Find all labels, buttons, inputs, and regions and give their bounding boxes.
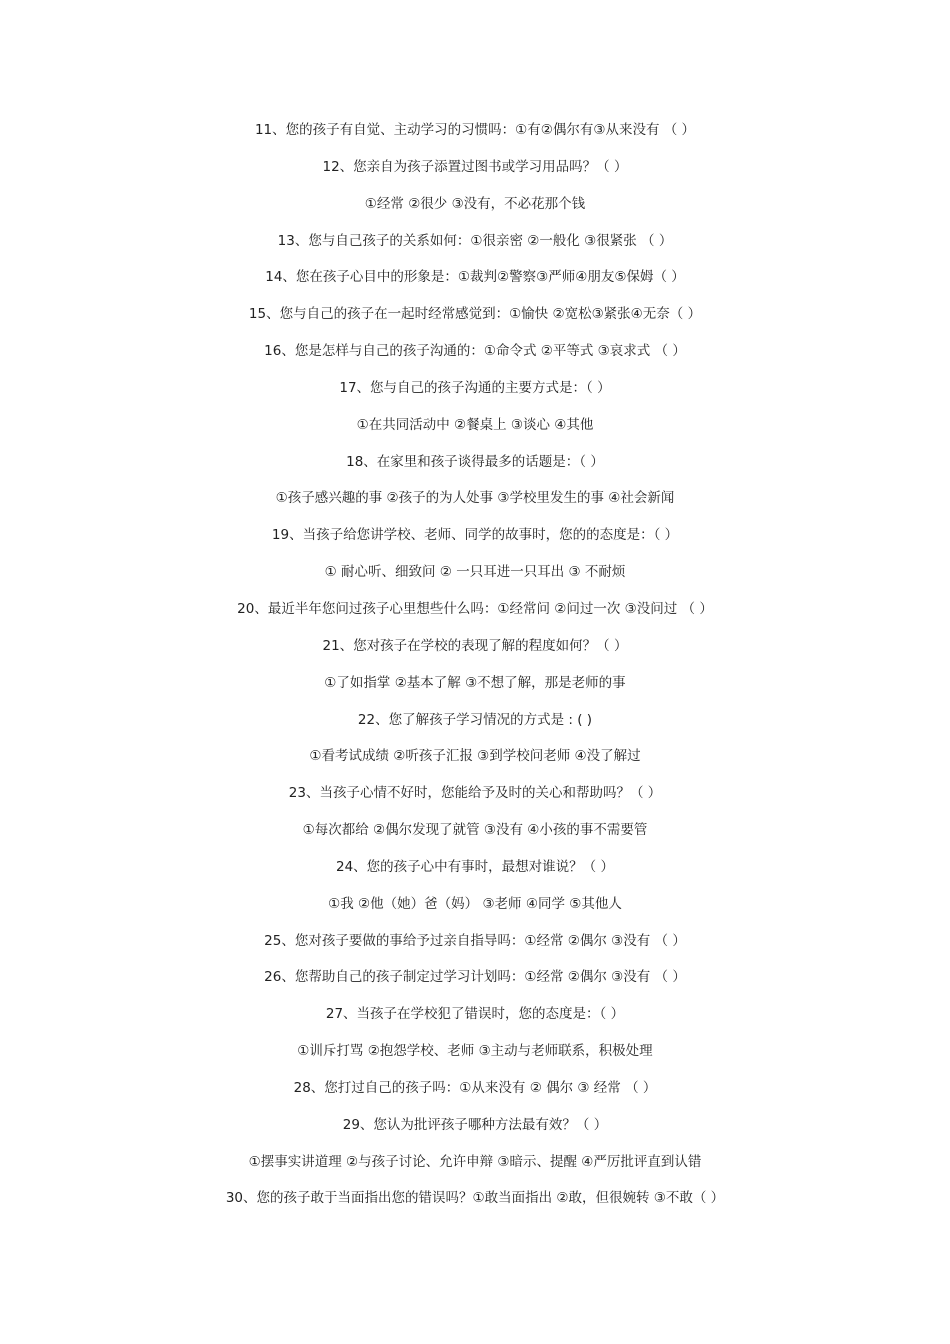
question-22-options: ①看考试成绩 ②听孩子汇报 ③到学校问老师 ④没了解过: [309, 748, 641, 765]
question-16: 16、您是怎样与自己的孩子沟通的：①命令式 ②平等式 ③哀求式 （ ）: [264, 343, 686, 360]
question-14: 14、您在孩子心目中的形象是：①裁判②警察③严师④朋友⑤保姆（ ）: [265, 269, 685, 286]
question-24: 24、您的孩子心中有事时，最想对谁说？（ ）: [336, 858, 614, 875]
question-19-options: ① 耐心听、细致问 ② 一只耳进一只耳出 ③ 不耐烦: [324, 564, 626, 581]
question-30: 30、您的孩子敢于当面指出您的错误吗？①敢当面指出 ②敢，但很婉转 ③不敢（ ）: [225, 1190, 725, 1207]
question-13: 13、您与自己孩子的关系如何：①很亲密 ②一般化 ③很紧张 （ ）: [277, 232, 673, 249]
question-21: 21、您对孩子在学校的表现了解的程度如何？（ ）: [322, 637, 628, 654]
questionnaire-page: [0, 112, 950, 1217]
question-24-options: ①我 ②他（她）爸（妈） ③老师 ④同学 ⑤其他人: [328, 895, 622, 912]
question-25: 25、您对孩子要做的事给予过亲自指导吗：①经常 ②偶尔 ③没有 （ ）: [264, 932, 686, 949]
question-18-options: ①孩子感兴趣的事 ②孩子的为人处事 ③学校里发生的事 ④社会新闻: [275, 490, 675, 507]
question-12: 12、您亲自为孩子添置过图书或学习用品吗？（ ）: [322, 158, 628, 175]
question-26: 26、您帮助自己的孩子制定过学习计划吗：①经常 ②偶尔 ③没有 （ ）: [264, 969, 686, 986]
question-15: 15、您与自己的孩子在一起时经常感觉到：①愉快 ②宽松③紧张④无奈（ ）: [248, 306, 702, 323]
question-18: 18、在家里和孩子谈得最多的话题是：（ ）: [346, 453, 604, 470]
question-27-options: ①训斥打骂 ②抱怨学校、老师 ③主动与老师联系，积极处理: [297, 1043, 653, 1060]
question-29-options: ①摆事实讲道理 ②与孩子讨论、允许申辩 ③暗示、提醒 ④严厉批评直到认错: [248, 1153, 702, 1170]
question-22: 22、您了解孩子学习情况的方式是 : ( ): [357, 711, 593, 728]
question-17-options: ①在共同活动中 ②餐桌上 ③谈心 ④其他: [356, 416, 594, 433]
question-11: 11、您的孩子有自觉、主动学习的习惯吗：①有②偶尔有③从来没有 （ ）: [254, 122, 696, 138]
question-19: 19、当孩子给您讲学校、老师、同学的故事时，您的的态度是：（ ）: [271, 527, 679, 544]
question-29: 29、您认为批评孩子哪种方法最有效？（ ）: [342, 1116, 608, 1133]
question-12-options: ①经常 ②很少 ③没有，不必花那个钱: [364, 195, 586, 212]
question-28: 28、您打过自己的孩子吗：①从来没有 ② 偶尔 ③ 经常 （ ）: [293, 1079, 657, 1096]
question-20: 20、最近半年您问过孩子心里想些什么吗：①经常问 ②问过一次 ③没问过 （ ）: [237, 600, 713, 617]
question-23: 23、当孩子心情不好时，您能给予及时的关心和帮助吗？（ ）: [288, 785, 662, 802]
question-17: 17、您与自己的孩子沟通的主要方式是：（ ）: [339, 379, 611, 396]
question-21-options: ①了如指掌 ②基本了解 ③不想了解，那是老师的事: [324, 674, 626, 691]
question-23-options: ①每次都给 ②偶尔发现了就管 ③没有 ④小孩的事不需要管: [302, 822, 648, 839]
question-27: 27、当孩子在学校犯了错误时，您的态度是：（ ）: [325, 1006, 625, 1023]
